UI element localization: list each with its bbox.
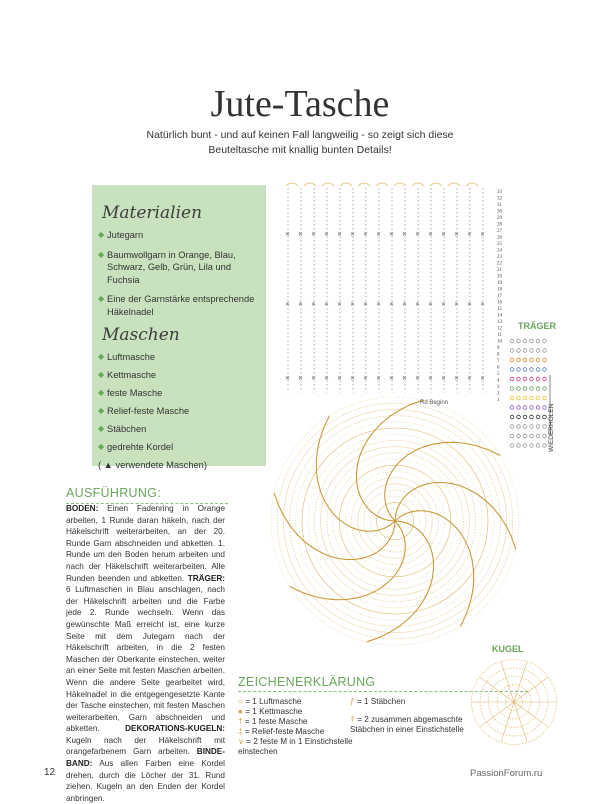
row-number-label: 11 [497,333,502,338]
loop-mark [376,183,388,186]
cross-mark: ✕ [454,232,460,238]
watermark: PassionForum.ru [470,768,543,779]
cross-mark: ✕ [324,376,330,382]
single-crochet-icon: † [238,717,243,726]
stitch-dot [517,387,521,391]
loop-mark [358,183,370,186]
cross-mark: ✕ [311,376,317,382]
cross-mark: ✕ [415,302,421,308]
cross-mark: ✕ [350,376,356,382]
stitch-dot [510,434,514,438]
repeat-label: WIEDERHOLEN [548,403,555,452]
diamond-icon: ◆ [98,352,105,361]
stitches-heading: Maschen [102,325,180,345]
stitch-dot [510,387,514,391]
list-item: ◆ Relief-feste Masche [98,406,190,416]
cross-mark: ✕ [441,302,447,308]
legend-item: ƒ = 1 Stäbchen [350,697,406,706]
row-number-label: 14 [497,313,502,319]
cross-mark: ✕ [454,302,460,308]
row-number-label: 27 [497,229,502,234]
stitch-dot [523,339,527,343]
row-number-label: 25 [497,242,502,247]
row-number-label: 5 [497,372,500,377]
loop-mark [322,183,334,186]
cross-mark: ✕ [311,302,317,308]
stitch-dot [510,406,514,410]
materials-heading: Materialien [102,203,203,223]
list-item: ◆ Stäbchen [98,424,147,434]
stitch-dot [517,444,521,448]
list-item: ◆ Baumwollgarn in Orange, Blau, Schwarz, Gelb, Grün, Lila und Fuchsia [98,249,236,285]
subtitle: Natürlich bunt - und auf keinen Fall langweilig - so zeigt sich diese Beuteltasche mit knallig bunten Details! [146,129,454,156]
cross-mark: ✕ [402,232,408,238]
cross-mark: ✕ [363,376,369,382]
stitch-dot [523,349,527,353]
row-number-label: 26 [497,235,502,241]
loop-mark [466,183,478,186]
list-item: ◆ feste Masche [98,388,163,398]
stitch-dot [510,358,514,362]
stitch-dot [536,425,540,429]
stitch-dot [510,339,514,343]
stitch-dot [543,396,547,400]
double-crochet-icon: ƒ [350,697,355,706]
spiral-arm [395,511,474,627]
stitch-dot [536,349,540,353]
row-number-label: 7 [497,359,500,364]
cross-mark: ✕ [441,376,447,382]
row-number-label: 19 [497,281,502,286]
cross-mark: ✕ [467,232,473,238]
stitch-dot [543,387,547,391]
stitch-dot [523,368,527,372]
materials-box [92,185,266,470]
spiral-arm [316,416,395,532]
spiral-arm [385,442,501,521]
row-number-label: 31 [497,203,502,208]
stitch-dot [523,444,527,448]
cross-mark: ✕ [324,302,330,308]
legend-item: ∨ = 2 feste M in 1 Einstichstelle einstechen [238,737,353,756]
stitch-dot [530,349,534,353]
materials-list [92,229,266,318]
loop-mark [394,183,406,186]
cross-mark: ✕ [428,302,434,308]
diamond-icon: ◆ [98,370,105,379]
stitch-dot [536,396,540,400]
legend-heading: ZEICHENERKLÄRUNG [238,675,376,689]
loop-mark [448,183,460,186]
chain-stitch-icon: ○ [238,697,243,706]
loop-mark [430,183,442,186]
base-round-chart [264,390,526,652]
ball-spoke [480,677,514,702]
row-number-label: 16 [497,300,502,306]
cross-mark: ✕ [428,232,434,238]
stitch-dot [517,396,521,400]
stitch-dot [523,406,527,410]
row-number-label: 28 [497,222,502,228]
row-number-label: 8 [497,352,500,358]
instructions-text [66,503,225,804]
ball-spoke [501,662,514,702]
divider [238,691,528,692]
stitch-dot [510,415,514,419]
legend-item: † = 1 feste Masche [238,717,308,726]
row-number-label: 2 [497,391,500,397]
cross-mark: ✕ [285,232,291,238]
stitch-dot [517,415,521,419]
stitch-dot [517,406,521,410]
stitch-dot [510,425,514,429]
row-number-label: 17 [497,294,502,299]
stitch-dot [536,368,540,372]
cross-mark: ✕ [467,376,473,382]
row-number-label: 24 [497,248,502,254]
ball-spoke [514,677,548,702]
diamond-icon: ◆ [98,294,105,303]
instruction-paragraph: TRÄGER: 6 Luftmaschen in Blau anschlagen, nach der Häkelschrift arbeiten und die Farbe jede 2. Runde wechseln. Wenn das gewünschte Maß erreicht ist, eine kurze Seite mit dem Jutegarn nach der Häkelschrift arbeiten, in die 2 festen Maschen der Oberkante einstechen, weiter an einer Seite mit festen Maschen arbeiten. Wenn die andere Seite gearbeitet wird, Häkelnadel in die entgegengesetzte Kante der Tasche einstechen, mit festen Maschen weiterarbeiten, Garn abschneiden und abketten. [66,573,225,734]
cross-mark: ✕ [311,232,317,238]
stitch-dot [523,425,527,429]
instruction-paragraph: BODEN: Einen Fadenring in Orange arbeiten, 1 Runde daran häkeln, nach der Häkelschrift weiterarbeiten, an der 20. Runde Garn abschneiden und abketten. 1. Runde um den Boden herum arbeiten und nach der Häkelschrift weiterarbeiten. Alle Runden beenden und abketten. [66,504,225,583]
loop-mark [412,183,424,186]
diamond-icon: ◆ [98,424,105,433]
cross-mark: ✕ [402,302,408,308]
cross-mark: ✕ [480,376,486,382]
stitch-dot [543,434,547,438]
cross-mark: ✕ [376,232,382,238]
strap-label: TRÄGER [518,321,556,331]
legend-item: ⍒ = 2 zusammen abgemaschte Stäbchen in einer Einstichstelle [350,715,464,734]
cross-mark: ✕ [350,232,356,238]
stitch-dot [517,434,521,438]
row-number-label: 13 [497,320,502,325]
list-item: ◆ Kettmasche [98,370,157,380]
stitch-dot [536,415,540,419]
cross-mark: ✕ [363,302,369,308]
stitch-dot [517,349,521,353]
stitch-dot [523,377,527,381]
stitch-dot [510,377,514,381]
cross-mark: ✕ [376,376,382,382]
row-number-label: 20 [497,274,502,280]
row-number-label: 21 [497,268,502,273]
stitch-dot [530,444,534,448]
stitch-dot [510,368,514,372]
legend-item: ○ = 1 Luftmasche [238,697,302,706]
stitch-dot [530,406,534,410]
instruction-paragraph: DEKORATIONS-KUGELN: Kugeln nach der Häkelschrift mit orangefarbenem Garn arbeiten. [66,724,225,757]
stitch-dot [536,339,540,343]
ball-label: KUGEL [492,644,524,654]
diamond-icon: ◆ [98,230,105,239]
ball-spoke [480,702,514,727]
stitch-dot [517,368,521,372]
stitch-dot [517,425,521,429]
cross-mark: ✕ [389,376,395,382]
stitch-dot [517,339,521,343]
row-number-label: 30 [497,209,502,215]
stitch-dot [530,387,534,391]
legend-item: ● = 1 Kettmasche [238,707,303,716]
cross-mark: ✕ [428,376,434,382]
loop-mark [286,183,298,186]
cross-mark: ✕ [298,232,304,238]
list-item: ◆ gedrehte Kordel [98,442,174,452]
row-number-label: 32 [497,196,502,202]
ball-spoke [514,662,527,702]
stitch-dot [530,425,534,429]
stitch-dot [536,377,540,381]
row-number-label: 18 [497,287,502,293]
list-item: ◆ Eine der Garnstärke entsprechende Häkelnadel [98,294,255,317]
stitch-dot [536,387,540,391]
stitch-dot [530,358,534,362]
cross-mark: ✕ [389,302,395,308]
stitch-dot [530,396,534,400]
stitch-dot [543,358,547,362]
cross-mark: ✕ [337,302,343,308]
cross-mark: ✕ [480,232,486,238]
row-number-label: 23 [497,255,502,260]
relief-stitch-icon: ‡ [238,727,243,736]
stitch-dot [517,377,521,381]
stitch-dot [543,425,547,429]
loop-mark [304,183,316,186]
legend-column-right [350,697,485,735]
stitch-dot [523,396,527,400]
cross-mark: ✕ [454,376,460,382]
cross-mark: ✕ [350,302,356,308]
stitch-dot [523,387,527,391]
stitch-dot [530,434,534,438]
row-number-label: 10 [497,339,502,345]
stitch-dot [543,377,547,381]
cross-mark: ✕ [415,232,421,238]
stitch-dot [523,415,527,419]
stitch-dot [543,339,547,343]
increase-icon: ∨ [238,737,244,746]
page-number: 12 [44,767,56,778]
cross-mark: ✕ [441,232,447,238]
cross-mark: ✕ [415,376,421,382]
row-number-label: 9 [497,346,500,351]
legend-item: ‡ = Relief-feste Masche [238,727,325,736]
stitch-dot [510,349,514,353]
cross-mark: ✕ [298,376,304,382]
stitch-dot [536,358,540,362]
row-number-label: 4 [497,378,500,384]
decrease-icon: ⍒ [350,715,355,724]
cross-mark: ✕ [402,376,408,382]
list-item: ◆ Jutegarn [98,230,144,240]
diamond-icon: ◆ [98,388,105,397]
cross-mark: ✕ [298,302,304,308]
stitch-dot [543,444,547,448]
cross-mark: ✕ [467,302,473,308]
stitch-dot [530,415,534,419]
stitch-dot [543,415,547,419]
cross-mark: ✕ [285,376,291,382]
row-number-label: 12 [497,326,502,332]
row-number-label: 22 [497,261,502,267]
list-item: ◆ Luftmasche [98,352,156,362]
instructions-heading: AUSFÜHRUNG: [66,486,161,500]
row-number-label: 6 [497,365,500,371]
stitch-dot [523,434,527,438]
row-number-label: 29 [497,216,502,221]
stitch-dot [510,396,514,400]
stitch-dot [510,444,514,448]
stitch-dot [530,368,534,372]
ball-spoke [514,702,548,727]
diamond-icon: ◆ [98,249,105,259]
cross-mark: ✕ [285,302,291,308]
row-number-label: 1 [497,398,500,403]
cross-mark: ✕ [389,232,395,238]
row-number-label: 15 [497,307,502,312]
stitch-dot [536,406,540,410]
cross-mark: ✕ [337,376,343,382]
stitch-dot [517,358,521,362]
row-number-label: 3 [497,385,500,390]
loop-mark [340,183,352,186]
cross-mark: ✕ [363,232,369,238]
legend-column-left [238,697,358,757]
cross-mark: ✕ [337,232,343,238]
diamond-icon: ◆ [98,406,105,415]
stitch-dot [530,377,534,381]
stitch-dot [523,358,527,362]
stitch-dot [543,349,547,353]
stitch-dot [536,444,540,448]
stitch-dot [530,339,534,343]
stitch-dot [543,406,547,410]
stitches-note: ( ▲ verwendete Maschen) [98,460,207,470]
stitches-list [92,351,266,472]
stitch-dot [536,434,540,438]
cross-mark: ✕ [480,302,486,308]
round-begin-label: Rd Beginn [420,400,449,406]
page-title: Jute-Tasche [210,83,390,125]
cross-mark: ✕ [376,302,382,308]
row-number-label: 33 [497,190,502,195]
stitch-dot [543,368,547,372]
instruction-paragraph: BINDE-BAND: Aus allen Farben eine Kordel drehen, durch die Löcher der 31. Rund ziehen. Kugeln an den Enden der Kordel anbringen. [66,747,225,803]
diamond-icon: ◆ [98,442,105,451]
cross-mark: ✕ [324,232,330,238]
slip-stitch-icon: ● [238,707,243,716]
